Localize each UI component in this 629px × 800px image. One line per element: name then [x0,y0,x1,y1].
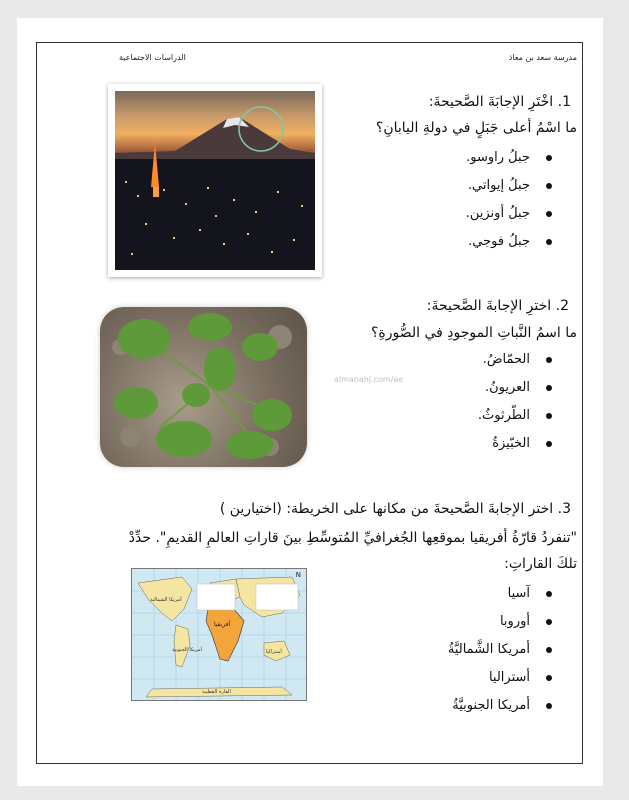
q3-line1: "تنفردُ قارّةُ أفريقيا بموقعِها الجُغرافيِّ المُتوسِّطِ بينَ قاراتِ العالمِ القديمِ". حدِّدْ [128,530,577,546]
q3-options [448,580,554,720]
q3-title: 3. اختر الإجابةَ الصَّحيحةَ من مكانها على الخريطة: (اختيارين ) [219,501,571,517]
compass-icon: N [295,571,301,579]
mount-fuji-photo [108,84,322,277]
q3-option-5[interactable]: أمريكا الجنوبيَّةُ [448,692,554,720]
q1-option-2[interactable]: جبلُ إيواتي. [466,172,554,200]
q2-title: 2. اخترِ الإجابةَ الصَّحيحةَ: [426,298,569,314]
watermark: almanahj.com/ae [334,375,404,384]
q2-option-1[interactable]: الحمّاضُ. [478,346,554,374]
q1-option-4[interactable]: جبلُ فوجي. [466,228,554,256]
plant-photo [100,307,307,467]
q1-title: 1. اخْتَرِ الإجابَةَ الصَّحيحةَ: [428,94,571,110]
q2-option-2[interactable]: العريونُ. [478,374,554,402]
school-name: مدرسة سعد بن معاذ [508,53,577,62]
q1-option-1[interactable]: جبلُ راوسو. [466,144,554,172]
q1-options [466,144,554,256]
label-africa: أفريقيا [214,621,231,628]
q3-option-3[interactable]: أمريكا الشَّماليَّةُ [448,636,554,664]
label-north-america: أمريكا الشمالية [150,597,182,603]
q2-option-3[interactable]: الطّرثوثُ. [478,402,554,430]
q3-line2: تلكَ القاراتِ: [504,556,577,572]
q1-question: ما اسْمُ أعلى جَبَلٍ في دولةِ اليابانِ؟ [375,120,577,136]
label-antarctica: القارة القطبية [202,689,231,695]
q3-option-2[interactable]: أوروبا [448,608,554,636]
label-south-america: أمريكا الجنوبية [172,647,202,653]
world-map [131,568,307,701]
q2-question: ما اسمُ النَّباتِ الموجودِ في الصُّورةِ؟ [370,325,577,341]
q2-options [478,346,554,458]
q3-option-4[interactable]: أستراليا [448,664,554,692]
q2-option-4[interactable]: الخبّيزةُ [478,430,554,458]
q3-option-1[interactable]: آسيا [448,580,554,608]
q1-option-3[interactable]: جبلُ أونزين. [466,200,554,228]
label-australia: أستراليا [266,649,282,655]
subject-name: الدراسات الاجتماعية [119,53,186,62]
